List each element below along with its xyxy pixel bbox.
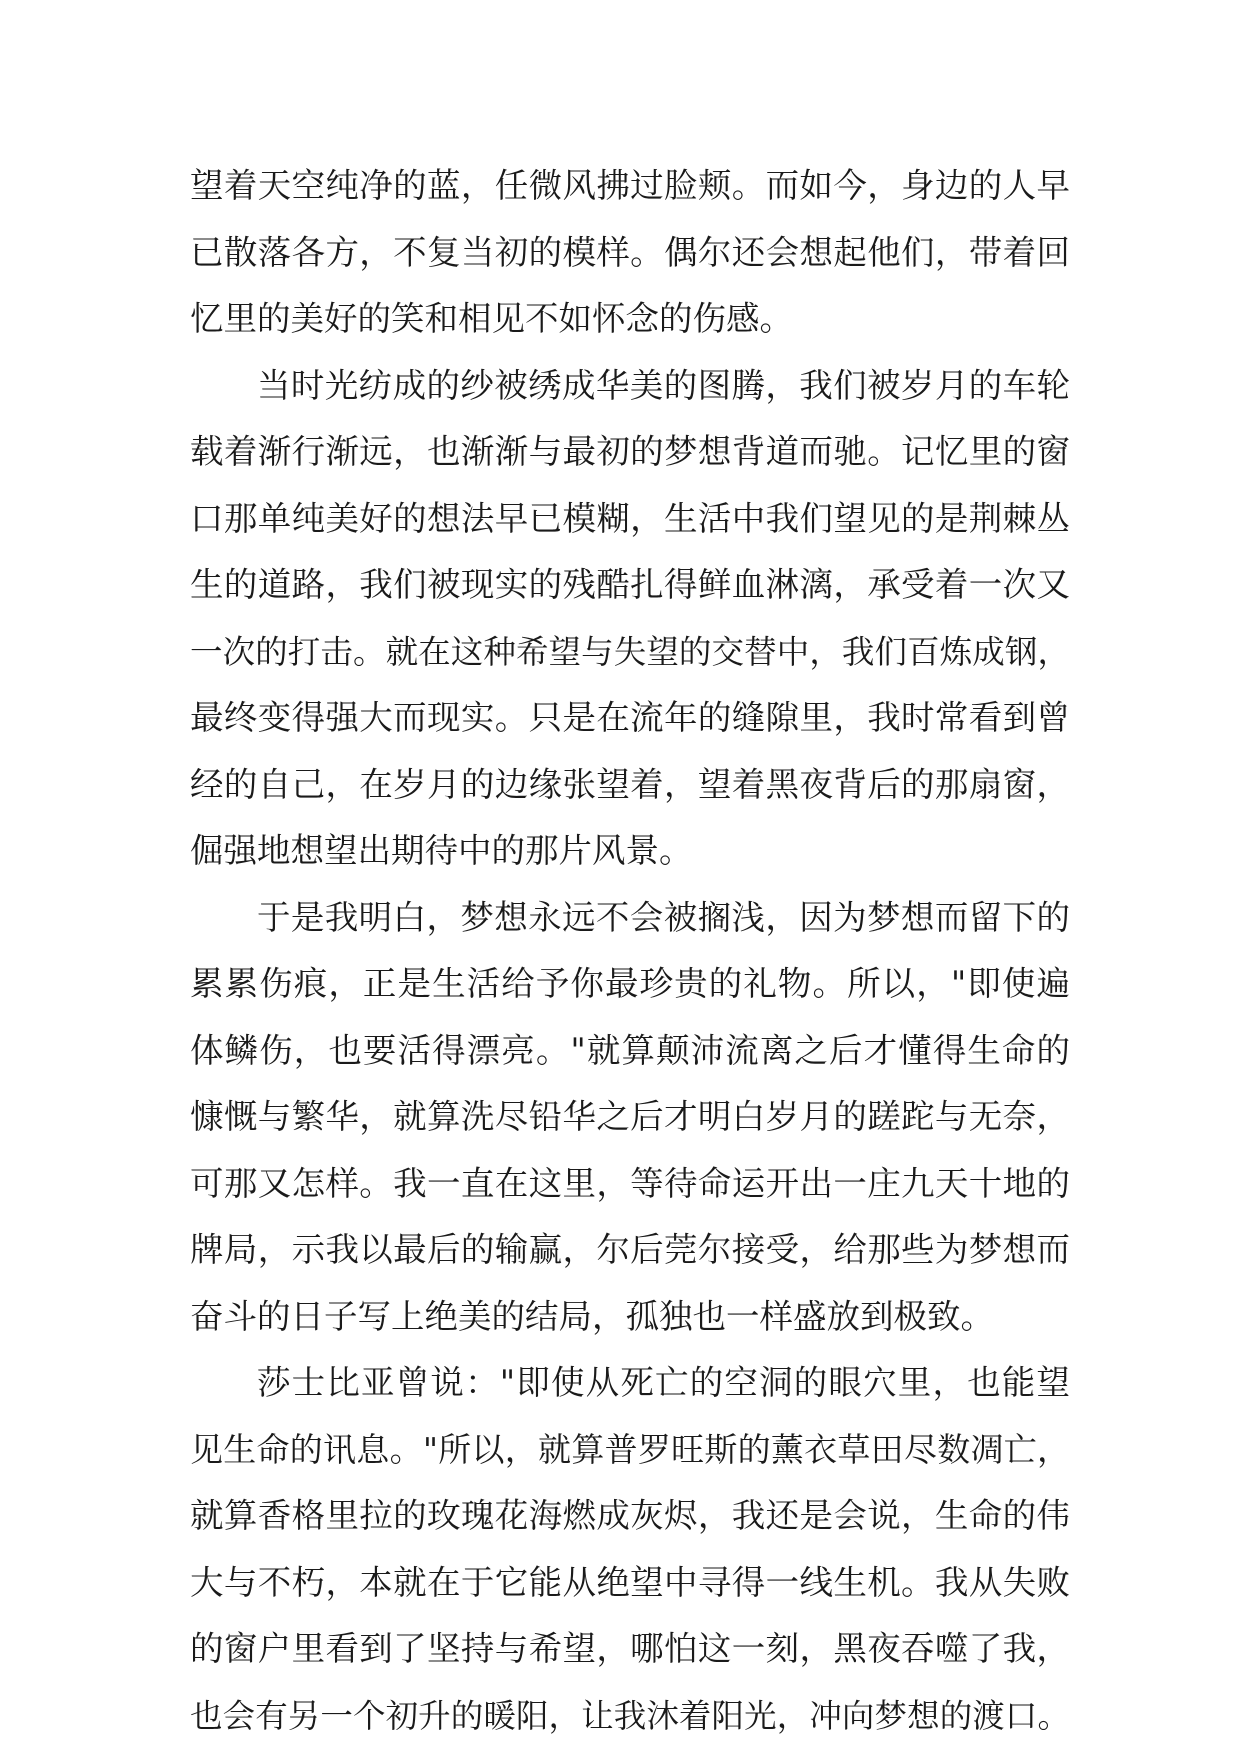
text-line: 就算香格里拉的玫瑰花海燃成灰烬，我还是会说，生命的伟 [190, 1496, 1070, 1535]
text-line: 大与不朽，本就在于它能从绝望中寻得一线生机。我从失败 [190, 1562, 1070, 1602]
text-line: 一次的打击。就在这种希望与失望的交替中，我们百炼成钢， [190, 632, 1070, 671]
text-line: 生的道路，我们被现实的残酷扎得鲜血淋漓，承受着一次又 [190, 565, 1070, 604]
text-line: 最终变得强大而现实。只是在流年的缝隙里，我时常看到曾 [190, 698, 1070, 737]
text-line: 载着渐行渐远，也渐渐与最初的梦想背道而驰。记忆里的窗 [190, 432, 1070, 471]
paragraph-first-line: 于是我明白，梦想永远不会被搁浅，因为梦想而留下的 [257, 897, 1070, 937]
text-line: 可那又怎样。我一直在这里，等待命运开出一庄九天十地的 [190, 1163, 1070, 1203]
text-line: 奋斗的日子写上绝美的结局，孤独也一样盛放到极致。 [190, 1296, 994, 1336]
text-line: 也会有另一个初升的暖阳，让我沐着阳光，冲向梦想的渡口。 [190, 1696, 1070, 1735]
text-line: 经的自己，在岁月的边缘张望着，望着黑夜背后的那扇窗， [190, 764, 1070, 804]
paragraph-first-line: 当时光纺成的纱被绣成华美的图腾，我们被岁月的车轮 [257, 365, 1070, 405]
essay-body [190, 153, 1070, 1749]
text-line: 累累伤痕，正是生活给予你最珍贵的礼物。所以，"即使遍 [190, 964, 1070, 1003]
text-line: 体鳞伤，也要活得漂亮。"就算颠沛流离之后才懂得生命的 [190, 1030, 1070, 1070]
text-line: 见生命的讯息。"所以，就算普罗旺斯的薰衣草田尽数凋亡， [190, 1429, 1070, 1469]
text-line: 望着天空纯净的蓝，任微风拂过脸颊。而如今，身边的人早 [190, 166, 1070, 205]
text-line: 已散落各方，不复当初的模样。偶尔还会想起他们，带着回 [190, 232, 1070, 272]
text-line: 慷慨与繁华，就算洗尽铅华之后才明白岁月的蹉跎与无奈， [190, 1097, 1070, 1136]
text-line: 牌局，示我以最后的输赢，尔后莞尔接受，给那些为梦想而 [190, 1230, 1070, 1269]
text-line: 倔强地想望出期待中的那片风景。 [190, 831, 693, 870]
text-line: 忆里的美好的笑和相见不如怀念的伤感。 [190, 299, 793, 338]
paragraph-first-line: 莎士比亚曾说："即使从死亡的空洞的眼穴里，也能望 [257, 1363, 1070, 1402]
text-line: 的窗户里看到了坚持与希望，哪怕这一刻，黑夜吞噬了我， [190, 1629, 1070, 1668]
text-line: 口那单纯美好的想法早已模糊，生活中我们望见的是荆棘丛 [190, 498, 1070, 538]
